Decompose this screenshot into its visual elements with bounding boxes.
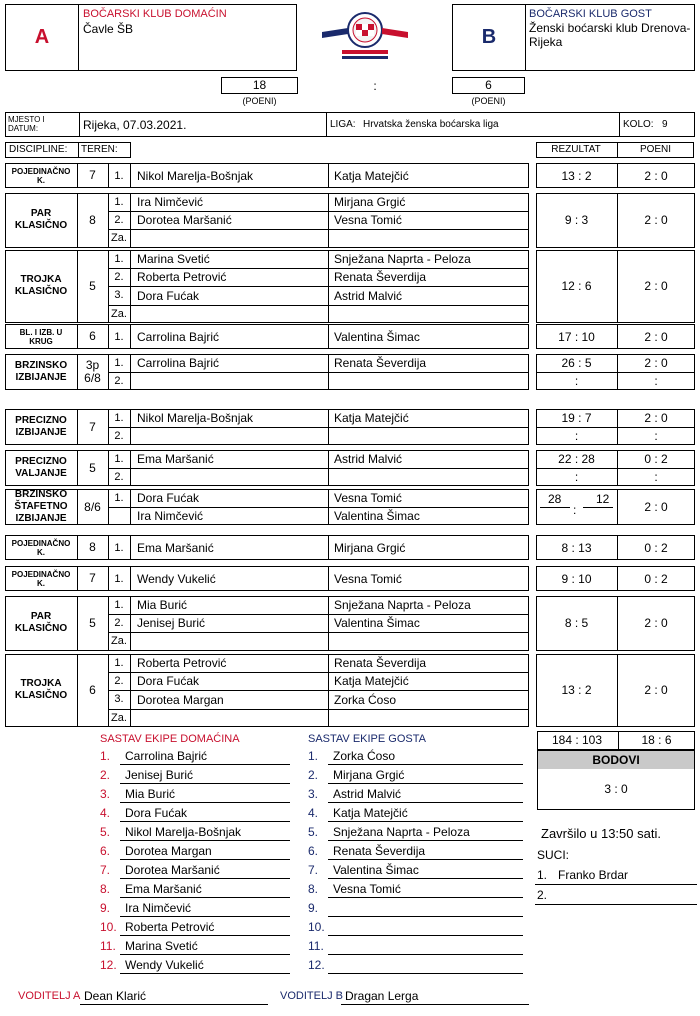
- away-player: Snježana Naprta - Peloza: [334, 252, 471, 267]
- roster-player: Jenisej Burić: [125, 768, 194, 782]
- discipline-label: TROJKA KLASIČNO: [14, 274, 68, 298]
- away-player: Vesna Tomić: [334, 213, 402, 228]
- player-row-number: 2.: [114, 471, 124, 484]
- judge-2-number: 2.: [537, 888, 548, 902]
- away-player: Katja Matejčić: [334, 411, 409, 426]
- away-coach-name: Dragan Lerga: [345, 989, 419, 1003]
- roster-number: 3.: [100, 787, 111, 801]
- result-value: 9 : 3: [564, 213, 589, 228]
- roster-player: Dorotea Maršanić: [125, 863, 220, 877]
- points-value: 2 : 0: [644, 356, 668, 371]
- roster-number: 1.: [308, 749, 319, 763]
- player-row-number: 1.: [114, 599, 124, 612]
- result-value: 12 : 6: [561, 279, 592, 294]
- home-player: Roberta Petrović: [137, 656, 227, 671]
- points-value: 2 : 0: [644, 213, 668, 228]
- away-caption: BOČARSKI KLUB GOST: [529, 8, 652, 20]
- home-player: Ira Nimčević: [137, 509, 204, 524]
- roster-player: Carrolina Bajrić: [125, 749, 208, 763]
- away-player: Mirjana Grgić: [334, 195, 406, 210]
- player-row-number: Za.: [111, 232, 127, 245]
- away-player: Vesna Tomić: [334, 491, 402, 506]
- away-player: Valentina Šimac: [334, 616, 420, 631]
- home-player: Roberta Petrović: [137, 270, 227, 285]
- roster-number: 8.: [100, 882, 111, 896]
- away-club-name: Ženski boćarski klub Drenova-Rijeka: [529, 21, 691, 49]
- away-coach-label: VODITELJ B: [280, 990, 343, 1002]
- roster-number: 2.: [100, 768, 111, 782]
- points-value-2: :: [654, 470, 658, 485]
- result-value-2: :: [574, 374, 579, 389]
- player-row-number: 2.: [114, 271, 124, 284]
- place-date-label: MJESTO I DATUM:: [8, 115, 45, 133]
- points-value: 0 : 2: [644, 540, 668, 555]
- court-number: 5: [89, 278, 96, 293]
- roster-player: Marina Svetić: [125, 939, 198, 953]
- home-player: Dora Fućak: [137, 288, 200, 303]
- result-value: 22 : 28: [558, 452, 595, 467]
- roster-number: 5.: [100, 825, 111, 839]
- roster-player: Ira Nimčević: [125, 901, 192, 915]
- points-value: 0 : 2: [644, 571, 668, 586]
- roster-player: Ema Maršanić: [125, 882, 202, 896]
- roster-number: 2.: [308, 768, 319, 782]
- points-value: 2 : 0: [644, 500, 668, 515]
- player-row-number: 2.: [114, 375, 124, 388]
- home-player: Marina Svetić: [137, 252, 210, 267]
- bodovi-value: 3 : 0: [604, 782, 628, 796]
- roster-number: 8.: [308, 882, 319, 896]
- home-coach-label: VODITELJ A: [18, 990, 81, 1002]
- roster-number: 4.: [308, 806, 319, 820]
- roster-player: Dorotea Margan: [125, 844, 212, 858]
- court-number: 8: [89, 540, 96, 554]
- court-number: 3p 6/8: [84, 358, 101, 386]
- roster-number: 11.: [308, 939, 324, 953]
- player-row-number: 1.: [114, 492, 124, 505]
- judge-1-number: 1.: [537, 868, 548, 882]
- roster-player: Astrid Malvić: [333, 787, 402, 801]
- home-player: Ema Maršanić: [137, 540, 214, 555]
- court-number: 5: [89, 615, 96, 630]
- player-row-number: 1.: [114, 253, 124, 266]
- points-value: 2 : 0: [644, 616, 668, 631]
- league-label: LIGA:: [330, 119, 356, 130]
- result-label: REZULTAT: [551, 144, 601, 155]
- away-player: Renata Ševerdija: [334, 656, 427, 671]
- total-points: 18 : 6: [641, 733, 672, 747]
- discipline-label: PRECIZNO IZBIJANJE: [15, 415, 67, 439]
- player-row-number: 1.: [114, 196, 124, 209]
- points-value: 2 : 0: [644, 411, 668, 426]
- player-row-number: 1.: [114, 453, 124, 466]
- roster-player: Snježana Naprta - Peloza: [333, 825, 470, 839]
- away-points-label: (POENI): [471, 96, 506, 106]
- roster-number: 7.: [100, 863, 111, 877]
- discipline-label: TROJKA KLASIČNO: [14, 678, 68, 702]
- result-value: 17 : 10: [558, 329, 595, 344]
- player-row-number: 2.: [114, 214, 124, 227]
- roster-player: Valentina Šimac: [333, 863, 419, 877]
- roster-player: Roberta Petrović: [125, 920, 215, 934]
- away-player: Astrid Malvić: [334, 452, 403, 467]
- discipline-label: POJEDINAČNO K.: [11, 538, 71, 557]
- points-value: 2 : 0: [644, 279, 668, 294]
- result-value: 8 : 5: [564, 616, 589, 631]
- court-number: 7: [89, 571, 96, 585]
- away-player: Vesna Tomić: [334, 571, 402, 586]
- result-value-2: :: [574, 429, 579, 444]
- roster-number: 12.: [308, 958, 325, 972]
- relay-result-away: 12: [596, 492, 610, 506]
- result-value: 26 : 5: [561, 356, 592, 371]
- roster-number: 3.: [308, 787, 319, 801]
- home-player: Ira Nimčević: [137, 195, 204, 210]
- total-result: 184 : 103: [551, 733, 603, 747]
- roster-player: Vesna Tomić: [333, 882, 401, 896]
- roster-player: Mirjana Grgić: [333, 768, 405, 782]
- place-date-value: Rijeka, 07.03.2021.: [83, 118, 187, 132]
- points-value: 2 : 0: [644, 329, 668, 344]
- roster-number: 10.: [100, 920, 117, 934]
- points-value-2: :: [654, 374, 658, 389]
- home-player: Dorotea Maršanić: [137, 213, 232, 228]
- home-player: Wendy Vukelić: [137, 571, 216, 586]
- roster-number: 10.: [308, 920, 325, 934]
- court-number: 6: [89, 682, 96, 697]
- home-player: Dora Fućak: [137, 674, 200, 689]
- roster-number: 4.: [100, 806, 111, 820]
- relay-result-home: 28: [548, 492, 562, 506]
- home-club-name: Čavle ŠB: [83, 22, 134, 36]
- away-player: Valentina Šimac: [334, 329, 420, 344]
- away-player: Renata Ševerdija: [334, 356, 427, 371]
- player-row-number: 3.: [114, 693, 124, 706]
- away-player: Zorka Ćoso: [334, 692, 397, 707]
- roster-number: 11.: [100, 939, 116, 953]
- player-row-number: 2.: [114, 675, 124, 688]
- federation-logo: [318, 10, 412, 66]
- result-value: 13 : 2: [561, 683, 592, 698]
- court-number: 7: [89, 419, 96, 434]
- court-number: 8/6: [84, 499, 101, 514]
- home-player: Carrolina Bajrić: [137, 356, 220, 371]
- home-letter: A: [34, 26, 50, 48]
- league-value: Hrvatska ženska boćarska liga: [363, 119, 499, 130]
- roster-player: Renata Ševerdija: [333, 844, 426, 858]
- player-row-number: 1.: [114, 541, 124, 554]
- points-value: 0 : 2: [644, 452, 668, 467]
- court-number: 8: [89, 212, 96, 227]
- home-player: Dora Fućak: [137, 491, 200, 506]
- away-player: Katja Matejčić: [334, 168, 409, 183]
- points-value-2: :: [654, 429, 658, 444]
- player-row-number: 2.: [114, 617, 124, 630]
- result-value: 19 : 7: [561, 411, 592, 426]
- roster-number: 6.: [308, 844, 319, 858]
- result-value: 9 : 10: [561, 571, 592, 586]
- discipline-label: PAR KLASIČNO: [14, 208, 68, 232]
- away-player: Renata Ševerdija: [334, 270, 427, 285]
- roster-number: 6.: [100, 844, 111, 858]
- home-player: Carrolina Bajrić: [137, 329, 220, 344]
- relay-result-colon: :: [573, 503, 577, 517]
- court-number: 6: [89, 329, 96, 343]
- result-value: 13 : 2: [561, 168, 592, 183]
- home-player: Dorotea Margan: [137, 692, 224, 707]
- discipline-label: BL. I IZB. U KRUG: [19, 327, 63, 346]
- discipline-label: PRECIZNO VALJANJE: [15, 456, 67, 480]
- roster-player: Dora Fućak: [125, 806, 188, 820]
- roster-player: Zorka Ćoso: [333, 749, 396, 763]
- home-points: 18: [221, 77, 298, 94]
- court-number: 5: [89, 460, 96, 475]
- home-player: Nikol Marelja-Bošnjak: [137, 411, 254, 426]
- away-points: 6: [452, 77, 525, 94]
- round-label: KOLO:: [623, 119, 654, 130]
- player-row-number: 1.: [114, 412, 124, 425]
- discipline-label: POJEDINAČNO K.: [11, 569, 71, 588]
- away-player: Mirjana Grgić: [334, 540, 406, 555]
- roster-number: 9.: [100, 901, 111, 915]
- discipline-label: BRZINSKO IZBIJANJE: [14, 360, 68, 384]
- player-row-number: Za.: [111, 711, 127, 724]
- discipline-label: PAR KLASIČNO: [14, 611, 68, 635]
- home-coach-name: Dean Klarić: [84, 989, 147, 1003]
- player-row-number: Za.: [111, 635, 127, 648]
- player-row-number: 1.: [114, 657, 124, 670]
- player-row-number: 2.: [114, 430, 124, 443]
- player-row-number: 3.: [114, 289, 124, 302]
- result-value-2: :: [574, 470, 579, 485]
- round-value: 9: [662, 119, 668, 130]
- points-label: POENI: [639, 144, 672, 155]
- discipline-label: BRZINSKO ŠTAFETNO IZBIJANJE: [14, 489, 68, 525]
- away-roster-title: SASTAV EKIPE GOSTA: [308, 733, 426, 745]
- away-letter: B: [481, 26, 497, 48]
- home-player: Ema Maršanić: [137, 452, 214, 467]
- court-number: 7: [89, 168, 96, 182]
- roster-number: 9.: [308, 901, 319, 915]
- points-value: 2 : 0: [644, 683, 668, 698]
- home-player: Jenisej Burić: [137, 616, 206, 631]
- points-colon: :: [373, 79, 377, 93]
- judges-label: SUCI:: [537, 848, 570, 862]
- player-row-number: 1.: [114, 169, 124, 182]
- roster-player: Mia Burić: [125, 787, 176, 801]
- player-row-number: 1.: [114, 572, 124, 585]
- home-player: Mia Burić: [137, 598, 188, 613]
- finished-time: Završilo u 13:50 sati.: [541, 826, 661, 841]
- roster-number: 12.: [100, 958, 117, 972]
- result-value: 8 : 13: [561, 540, 592, 555]
- player-row-number: Za.: [111, 307, 127, 320]
- player-row-number: 1.: [114, 330, 124, 343]
- roster-number: 7.: [308, 863, 319, 877]
- away-player: Astrid Malvić: [334, 288, 403, 303]
- away-player: Valentina Šimac: [334, 509, 420, 524]
- roster-player: Katja Matejčić: [333, 806, 408, 820]
- court-label: TEREN:: [81, 144, 118, 155]
- player-row-number: [108, 507, 130, 525]
- home-points-label: (POENI): [242, 96, 277, 106]
- bodovi-label: BODOVI: [538, 751, 694, 769]
- home-roster-title: SASTAV EKIPE DOMAĆINA: [100, 733, 240, 745]
- away-player: Katja Matejčić: [334, 674, 409, 689]
- discipline-label: POJEDINAČNO K.: [11, 166, 71, 185]
- player-row-number: 1.: [114, 357, 124, 370]
- roster-player: Nikol Marelja-Bošnjak: [125, 825, 242, 839]
- points-value: 2 : 0: [644, 168, 668, 183]
- roster-player: Wendy Vukelić: [125, 958, 204, 972]
- roster-number: 1.: [100, 749, 111, 763]
- judge-1-name: Franko Brdar: [558, 868, 629, 882]
- disciplines-label: DISCIPLINE:: [9, 144, 68, 155]
- roster-number: 5.: [308, 825, 319, 839]
- home-caption: BOČARSKI KLUB DOMAĆIN: [83, 8, 227, 20]
- home-player: Nikol Marelja-Bošnjak: [137, 168, 254, 183]
- away-player: Snježana Naprta - Peloza: [334, 598, 471, 613]
